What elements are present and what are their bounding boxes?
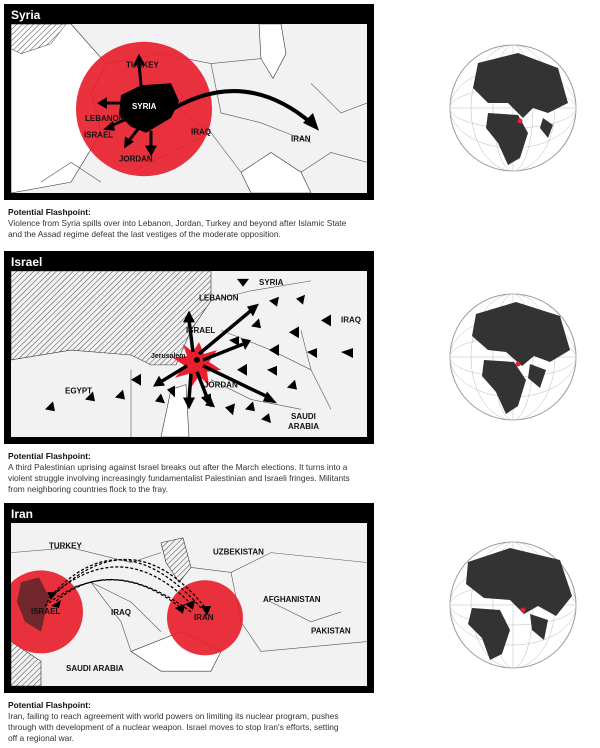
globe-syria xyxy=(448,43,578,173)
caption-line: violent struggle involving increasingly fundamentalist Palestinian and Israeli fringes. Militants xyxy=(8,473,350,483)
label-turkey: TURKEY xyxy=(49,541,82,551)
label-arabia: ARABIA xyxy=(288,422,320,432)
label-saudi: SAUDI xyxy=(291,412,316,422)
caption-line: A third Palestinian uprising against Israel breaks out after the March elections. It turns into a xyxy=(8,462,348,472)
label-iraq: IRAQ xyxy=(191,127,211,137)
caption-iran xyxy=(8,700,368,744)
label-iran: IRAN xyxy=(291,134,311,144)
globe-marker xyxy=(521,608,526,613)
israel-map xyxy=(11,271,367,437)
globe-marker xyxy=(516,362,521,367)
caption-heading-syria: Potential Flashpoint: xyxy=(8,207,91,217)
panel-title-syria: Syria xyxy=(11,8,41,22)
syria-panel xyxy=(4,4,374,200)
label-israel: ISRAEL xyxy=(186,326,216,336)
caption-line: off a regional war. xyxy=(8,733,74,743)
israel-panel xyxy=(4,251,374,444)
label-turkey: TURKEY xyxy=(126,60,159,70)
caption-israel xyxy=(8,451,368,495)
label-afghanistan: AFGHANISTAN xyxy=(263,595,321,605)
label-syria: SYRIA xyxy=(259,277,284,287)
label-uzbekistan: UZBEKISTAN xyxy=(213,547,264,557)
caption-line: from neighboring countries flock to the fray. xyxy=(8,484,168,494)
caption-syria xyxy=(8,207,368,240)
iran-map xyxy=(11,523,367,686)
panel-title-iran: Iran xyxy=(11,507,34,521)
globe-israel xyxy=(448,292,578,422)
panel-title-israel: Israel xyxy=(11,255,43,269)
label-lebanon: LEBANON xyxy=(85,113,125,123)
caption-line: Violence from Syria spills over into Lebanon, Jordan, Turkey and beyond after Islamic State xyxy=(8,218,347,228)
caption-line: and the Assad regime defeat the last vestiges of the moderate opposition. xyxy=(8,229,281,239)
globe-iran xyxy=(448,540,578,670)
caption-line: through with development of a nuclear weapon. Israel moves to stop Iran's efforts, setting xyxy=(8,722,339,732)
label-jordan: JORDAN xyxy=(119,154,153,164)
label-jerusalem: Jerusalem xyxy=(151,352,186,360)
label-saudi-arabia: SAUDI ARABIA xyxy=(66,664,124,674)
label-israel: ISRAEL xyxy=(31,606,61,616)
label-pakistan: PAKISTAN xyxy=(311,626,351,636)
label-jordan: JORDAN xyxy=(204,380,238,390)
label-lebanon: LEBANON xyxy=(199,293,239,303)
caption-heading-israel: Potential Flashpoint: xyxy=(8,451,91,461)
label-iran: IRAN xyxy=(194,612,214,622)
label-syria: SYRIA xyxy=(132,102,157,111)
label-israel: ISRAEL xyxy=(84,130,114,140)
caption-line: Iran, failing to reach agreement with world powers on limiting its nuclear program, pushes xyxy=(8,711,339,721)
globe-marker xyxy=(518,119,523,124)
syria-map-svg xyxy=(11,24,367,193)
label-iraq: IRAQ xyxy=(111,607,131,617)
label-iraq: IRAQ xyxy=(341,315,361,325)
israel-map-svg xyxy=(11,271,367,437)
syria-map xyxy=(11,24,367,193)
caption-heading-iran: Potential Flashpoint: xyxy=(8,700,91,710)
iran-panel xyxy=(4,503,374,693)
label-egypt: EGYPT xyxy=(65,386,93,396)
iran-map-svg xyxy=(11,523,367,686)
